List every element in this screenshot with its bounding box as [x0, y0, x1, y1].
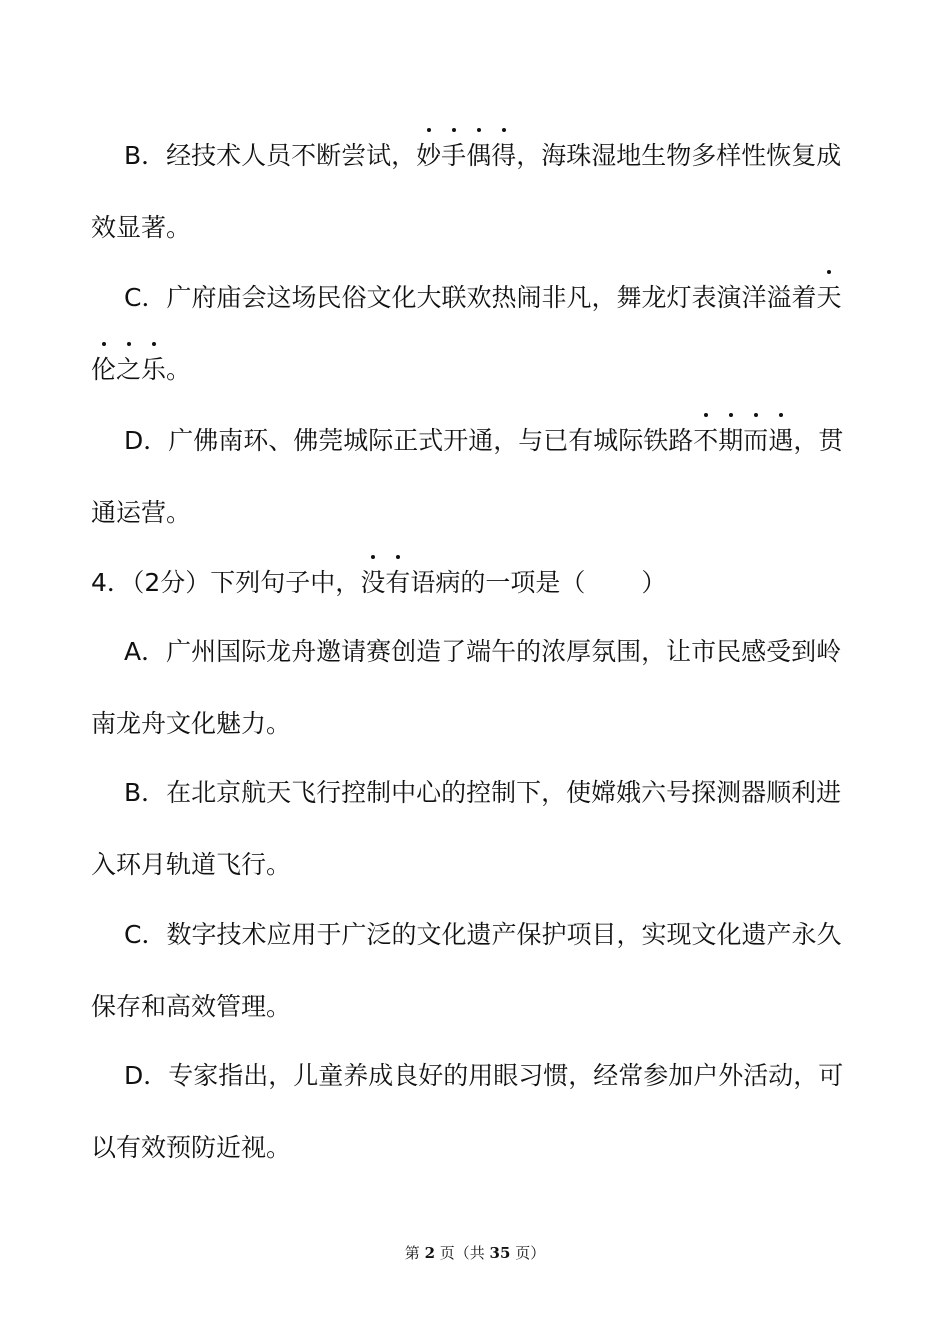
- emphasized-phrase: 不期而遇: [693, 426, 794, 455]
- q3-option-d-line2: 通运营。: [91, 498, 192, 527]
- emphasized-char: 天: [816, 283, 842, 312]
- q4-option-c-line2: 保存和高效管理。: [91, 992, 292, 1021]
- q4-option-d-line1: D．专家指出，儿童养成良好的用眼习惯，经常参加户外活动，可: [124, 1061, 844, 1090]
- q4-stem: 4．（2分）下列句子中，没有语病的一项是（ ）: [91, 568, 667, 597]
- emphasized-phrase: 妙手偶得: [416, 141, 517, 170]
- q4-option-d-line2: 以有效预防近视。: [91, 1133, 292, 1162]
- q4-option-b-line2: 入环月轨道飞行。: [91, 850, 292, 879]
- q3-option-b-line1: B．经技术人员不断尝试，妙手偶得，海珠湿地生物多样性恢复成: [124, 141, 842, 170]
- q3-option-c-line2: 伦之乐。: [91, 355, 192, 384]
- total-page-count: 35: [489, 1244, 511, 1262]
- q3-option-b-line2: 效显著。: [91, 213, 192, 242]
- q3-option-c-line1: C．广府庙会这场民俗文化大联欢热闹非凡，舞龙灯表演洋溢着天: [124, 283, 842, 312]
- q4-option-a-line1: A．广州国际龙舟邀请赛创造了端午的浓厚氛围，让市民感受到岭: [124, 637, 842, 666]
- q4-option-a-line2: 南龙舟文化魅力。: [91, 709, 292, 738]
- current-page-number: 2: [424, 1244, 435, 1262]
- q4-option-c-line1: C．数字技术应用于广泛的文化遗产保护项目，实现文化遗产永久: [124, 920, 842, 949]
- q3-option-d-line1: D．广佛南环、佛莞城际正式开通，与已有城际铁路不期而遇，贯: [124, 426, 844, 455]
- emphasized-phrase: 伦之乐: [91, 355, 167, 384]
- page-footer: 第 2 页（共 35 页）: [404, 1244, 546, 1262]
- emphasized-phrase: 没有: [360, 568, 411, 597]
- q4-option-b-line1: B．在北京航天飞行控制中心的控制下，使嫦娥六号探测器顺利进: [124, 778, 842, 807]
